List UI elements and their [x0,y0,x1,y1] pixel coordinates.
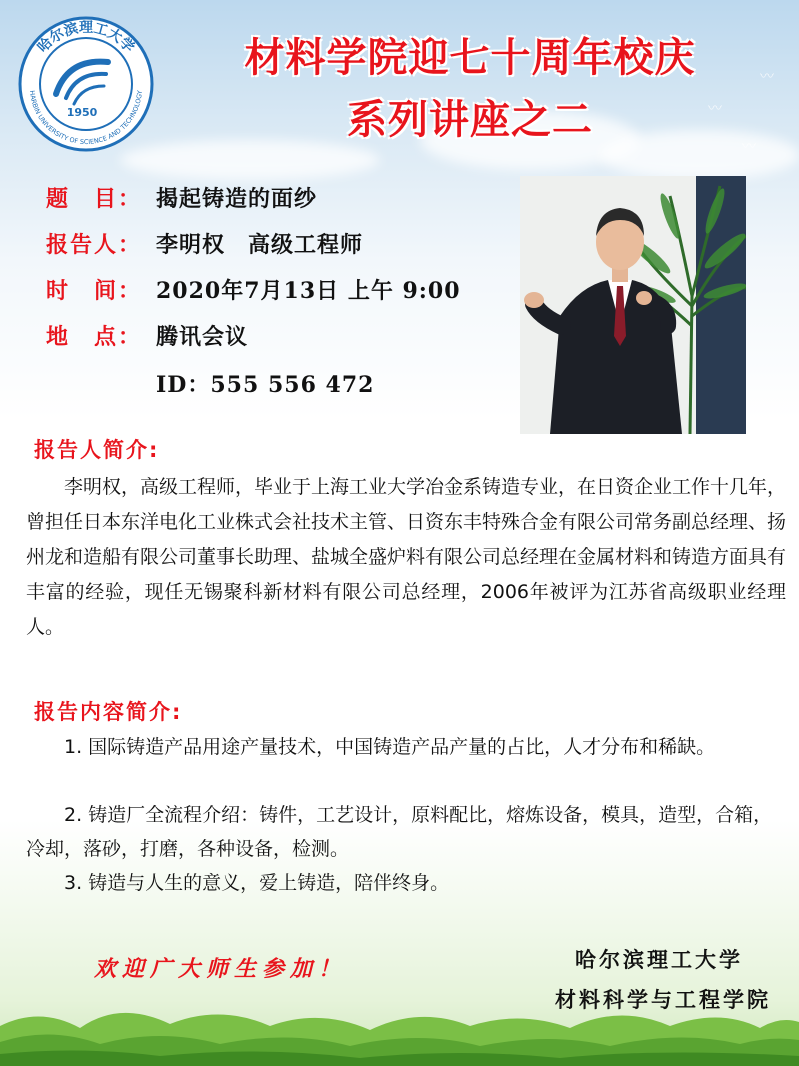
content-item: 1. 国际铸造产品用途产量技术，中国铸造产品产量的占比，人才分布和稀缺。 [64,736,716,758]
place-value: 腾讯会议 [156,324,249,350]
place-label: 地 点： [46,325,143,350]
poster-title-line1: 材料学院迎七十周年校庆 [244,35,696,81]
topic-label: 题 目： [46,187,143,212]
time-row [46,274,461,305]
topic-value: 揭起铸造的面纱 [156,186,318,212]
bird-decoration: 〰 [708,101,722,117]
speaker-label: 报告人： [46,233,143,258]
meeting-id-row [156,368,374,399]
cloud-decoration [120,140,380,180]
speaker-row [46,228,363,259]
logo-text-bottom: HARBIN UNIVERSITY OF SCIENCE AND TECHNOLOGY [28,89,144,147]
welcome-message: 欢迎广大师生参加！ [94,957,347,982]
meeting-id: ID：555 556 472 [156,372,375,398]
time-value: 2020年7月13日 上午 9:00 [156,278,461,304]
bird-decoration: 〰 [760,69,774,85]
bio-heading: 报告人简介: [34,438,160,462]
university-name: 哈尔滨理工大学 [575,947,743,972]
logo-year: 1950 [66,106,98,119]
place-row [46,320,248,351]
logo-text-top: 哈尔滨理工大学 [34,20,138,56]
speaker-photo [520,176,746,434]
college-name: 材料科学与工程学院 [555,987,771,1012]
grass-decoration [0,986,799,1066]
topic-row [46,182,317,213]
time-label: 时 间： [46,279,143,304]
content-heading: 报告内容简介: [34,700,183,724]
content-item: 2. 铸造厂全流程介绍：铸件，工艺设计，原料配比，熔炼设备，模具，造型，合箱，冷却，落砂，打磨，各种设备，检测。 [26,804,773,860]
content-item: 3. 铸造与人生的意义，爱上铸造，陪伴终身。 [64,872,450,894]
university-logo [16,14,156,154]
poster-title-line2: 系列讲座之二 [347,97,593,143]
bird-decoration: 〰 [742,139,756,155]
speaker-value: 李明权 高级工程师 [156,232,364,258]
bio-text: 李明权，高级工程师，毕业于上海工业大学冶金系铸造专业，在日资企业工作十几年，曾担任日本东洋电化工业株式会社技术主管、日资东丰特殊合金有限公司常务副总经理、扬州龙和造船有限公司董事长助理、盐城全盛炉料有限公司总经理在金属材料和铸造方面具有丰富的经验，现任无锡聚科新材料有限公司总经理，2006年被评为江苏省高级职业经理人。 [26,476,787,638]
